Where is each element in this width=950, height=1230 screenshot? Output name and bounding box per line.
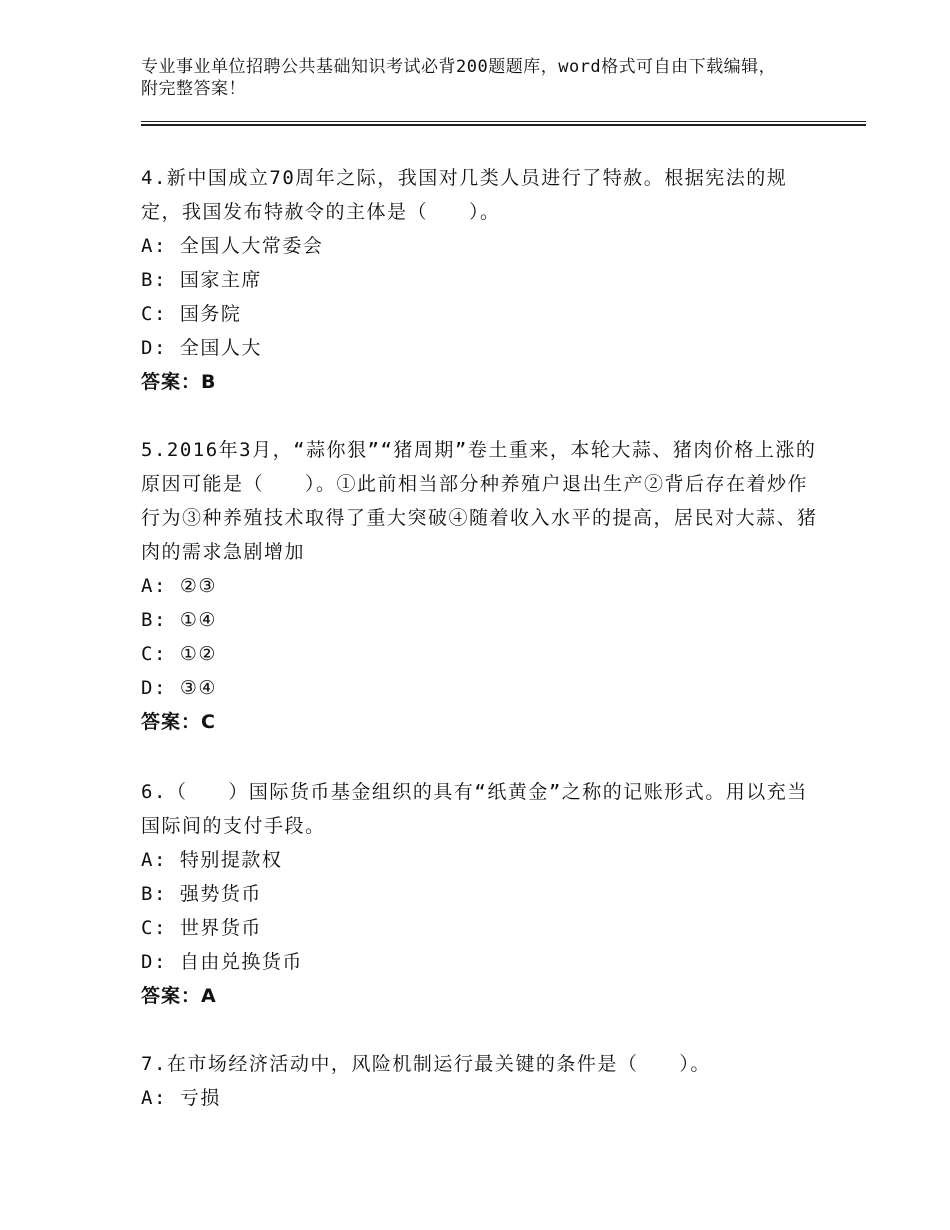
option-d: D: ③④ [141, 677, 217, 699]
document-header [141, 56, 791, 100]
option-d: D: 自由兑换货币 [141, 951, 303, 973]
option-d: D: 全国人大 [141, 337, 262, 359]
option-a: A: ②③ [141, 575, 217, 597]
question-7 [141, 1047, 821, 1115]
header-divider-thin [141, 121, 866, 122]
answer-line: 答案：B [141, 371, 217, 393]
question-5 [141, 433, 821, 739]
header-text: 专业事业单位招聘公共基础知识考试必背200题题库，word格式可自由下载编辑，附完整答案！ [141, 57, 777, 99]
option-b: B: ①④ [141, 609, 217, 631]
answer-line: 答案：A [141, 985, 217, 1007]
option-c: C: 国务院 [141, 303, 242, 325]
question-stem: 4.新中国成立70周年之际，我国对几类人员进行了特赦。根据宪法的规定，我国发布特赦令的主体是（ ）。 [141, 167, 788, 223]
option-a: A: 全国人大常委会 [141, 235, 324, 257]
question-stem: 7.在市场经济活动中，风险机制运行最关键的条件是（ ）。 [141, 1053, 711, 1075]
option-c: C: ①② [141, 643, 217, 665]
option-c: C: 世界货币 [141, 917, 262, 939]
question-stem: 5.2016年3月，“蒜你狠”“猪周期”卷土重来，本轮大蒜、猪肉价格上涨的原因可能是（ ）。①此前相当部分种养殖户退出生产②背后存在着炒作行为③种养殖技术取得了重大突破④随着收入水平的提高，居民对大蒜、猪肉的需求急剧增加 [141, 439, 818, 563]
question-4 [141, 161, 821, 399]
option-b: B: 国家主席 [141, 269, 262, 291]
question-stem: 6.（ ）国际货币基金组织的具有“纸黄金”之称的记账形式。用以充当国际间的支付手段。 [141, 781, 808, 837]
option-b: B: 强势货币 [141, 883, 262, 905]
option-a: A: 亏损 [141, 1087, 221, 1109]
option-a: A: 特别提款权 [141, 849, 283, 871]
question-6 [141, 775, 821, 1013]
header-divider-thick [141, 124, 866, 126]
answer-line: 答案：C [141, 711, 216, 733]
